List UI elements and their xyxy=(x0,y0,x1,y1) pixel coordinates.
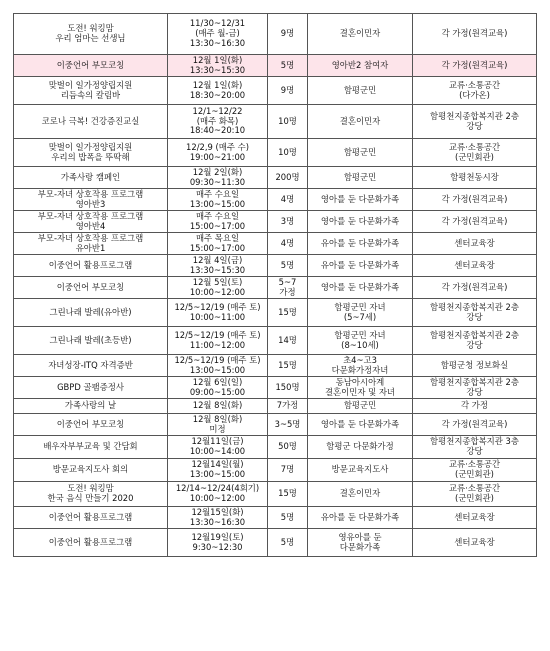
target-cell: 함평군민 자녀 (8~10세) xyxy=(308,327,413,355)
target-cell: 유아를 둔 다문화가족 xyxy=(308,507,413,529)
participants-cell: 5명 xyxy=(268,255,308,277)
table-row xyxy=(14,167,537,189)
program-cell: 부모-자녀 상호작용 프로그램 영아반4 xyxy=(14,211,168,233)
program-cell: 배우자부부교육 및 간담회 xyxy=(14,436,168,459)
program-cell: 이중언어 활용프로그램 xyxy=(14,529,168,557)
table-row xyxy=(14,399,537,414)
participants-cell: 15명 xyxy=(268,355,308,377)
schedule-cell: 12월 6일(일) 09:00~15:00 xyxy=(168,377,268,399)
place-cell: 교류·소통공간 (다가온) xyxy=(413,77,537,105)
participants-cell: 5~7 가정 xyxy=(268,277,308,299)
program-cell: 부모-자녀 상호작용 프로그램 영아반3 xyxy=(14,189,168,211)
place-cell: 각 가정(원격교육) xyxy=(413,211,537,233)
target-cell: 결혼이민자 xyxy=(308,482,413,507)
place-cell: 함평천지종합복지관 2층 강당 xyxy=(413,105,537,139)
target-cell: 방문교육지도사 xyxy=(308,459,413,482)
target-cell: 영아를 둔 다문화가족 xyxy=(308,277,413,299)
program-cell: 이중언어 부모코칭 xyxy=(14,55,168,77)
participants-cell: 5명 xyxy=(268,507,308,529)
schedule-cell: 12/5~12/19 (매주 토) 10:00~11:00 xyxy=(168,299,268,327)
target-cell: 함평군 다문화가정 xyxy=(308,436,413,459)
program-cell: 맞벌이 일가정양립지원 리듬속의 칼림바 xyxy=(14,77,168,105)
place-cell: 각 가정(원격교육) xyxy=(413,14,537,55)
place-cell: 각 가정 xyxy=(413,399,537,414)
place-cell: 함평천지종합복지관 2층 강당 xyxy=(413,377,537,399)
place-cell: 함평천동시장 xyxy=(413,167,537,189)
participants-cell: 150명 xyxy=(268,377,308,399)
program-cell: 방문교육지도사 회의 xyxy=(14,459,168,482)
program-cell: 그린나래 발레(유아반) xyxy=(14,299,168,327)
schedule-cell: 12월 4일(금) 13:30~15:30 xyxy=(168,255,268,277)
participants-cell: 9명 xyxy=(268,14,308,55)
place-cell: 센터교육장 xyxy=(413,233,537,255)
table-row xyxy=(14,414,537,436)
program-cell: 가족사랑 캠페인 xyxy=(14,167,168,189)
table-row xyxy=(14,277,537,299)
program-cell: 이중언어 부모코칭 xyxy=(14,277,168,299)
table-row xyxy=(14,105,537,139)
schedule-cell: 12/5~12/19 (매주 토) 11:00~12:00 xyxy=(168,327,268,355)
target-cell: 결혼이민자 xyxy=(308,14,413,55)
target-cell: 함평군민 xyxy=(308,77,413,105)
participants-cell: 50명 xyxy=(268,436,308,459)
target-cell: 초4~고3 다문화가정자녀 xyxy=(308,355,413,377)
table-row xyxy=(14,529,537,557)
participants-cell: 9명 xyxy=(268,77,308,105)
participants-cell: 3~5명 xyxy=(268,414,308,436)
place-cell: 각 가정(원격교육) xyxy=(413,277,537,299)
table-row xyxy=(14,233,537,255)
target-cell: 영아를 둔 다문화가족 xyxy=(308,211,413,233)
table-row xyxy=(14,327,537,355)
target-cell: 함평군민 xyxy=(308,139,413,167)
program-cell: 부모-자녀 상호작용 프로그램 유아반1 xyxy=(14,233,168,255)
place-cell: 함평천지종합복지관 3층 강당 xyxy=(413,436,537,459)
program-cell: 도전! 워킹맘 한국 음식 만들기 2020 xyxy=(14,482,168,507)
program-cell: GBPD 골팸증정사 xyxy=(14,377,168,399)
participants-cell: 14명 xyxy=(268,327,308,355)
schedule-cell: 매주 목요일 15:00~17:00 xyxy=(168,233,268,255)
schedule-cell: 12/5~12/19 (매주 토) 13:00~15:00 xyxy=(168,355,268,377)
program-cell: 자녀성장-ITQ 자격증반 xyxy=(14,355,168,377)
place-cell: 센터교육장 xyxy=(413,255,537,277)
schedule-cell: 12월 2일(화) 09:30~11:30 xyxy=(168,167,268,189)
table-row xyxy=(14,139,537,167)
participants-cell: 5명 xyxy=(268,55,308,77)
participants-cell: 10명 xyxy=(268,105,308,139)
participants-cell: 10명 xyxy=(268,139,308,167)
place-cell: 각 가정(원격교육) xyxy=(413,189,537,211)
participants-cell: 7명 xyxy=(268,459,308,482)
table-row xyxy=(14,436,537,459)
table-row xyxy=(14,299,537,327)
target-cell: 동남아시아계 결혼이민자 및 자녀 xyxy=(308,377,413,399)
schedule-cell: 12월 8일(화) 미정 xyxy=(168,414,268,436)
place-cell: 함평천지종합복지관 2층 강당 xyxy=(413,327,537,355)
target-cell: 영아를 둔 다문화가족 xyxy=(308,414,413,436)
participants-cell: 5명 xyxy=(268,529,308,557)
program-cell: 이중언어 활용프로그램 xyxy=(14,507,168,529)
target-cell: 유아를 둔 다문화가족 xyxy=(308,255,413,277)
place-cell: 센터교육장 xyxy=(413,529,537,557)
schedule-cell: 매주 수요일 13:00~15:00 xyxy=(168,189,268,211)
schedule-cell: 12월14일(월) 13:00~15:00 xyxy=(168,459,268,482)
program-cell: 이중언어 부모코칭 xyxy=(14,414,168,436)
program-cell: 그린나래 발레(초등반) xyxy=(14,327,168,355)
place-cell: 각 가정(원격교육) xyxy=(413,414,537,436)
schedule-cell: 12월 1일(화) 13:30~15:30 xyxy=(168,55,268,77)
target-cell: 영유아를 둔 다문화가족 xyxy=(308,529,413,557)
schedule-cell: 12/1~12/22 (매주 화목) 18:40~20:10 xyxy=(168,105,268,139)
table-row xyxy=(14,55,537,77)
table-row xyxy=(14,482,537,507)
program-cell: 가족사랑의 날 xyxy=(14,399,168,414)
table-row xyxy=(14,189,537,211)
program-cell: 도전! 워킹맘 우리 엄마는 선생님 xyxy=(14,14,168,55)
table-row xyxy=(14,14,537,55)
participants-cell: 15명 xyxy=(268,299,308,327)
place-cell: 교류·소통공간 (군민회관) xyxy=(413,459,537,482)
target-cell: 영아를 둔 다문화가족 xyxy=(308,189,413,211)
place-cell: 교류·소통공간 (군민회관) xyxy=(413,139,537,167)
target-cell: 영아반2 참여자 xyxy=(308,55,413,77)
target-cell: 함평군민 자녀 (5~7세) xyxy=(308,299,413,327)
participants-cell: 7가정 xyxy=(268,399,308,414)
table-row xyxy=(14,211,537,233)
table-body xyxy=(14,14,537,557)
place-cell: 함평천지종합복지관 2층 강당 xyxy=(413,299,537,327)
schedule-cell: 12월19일(토) 9:30~12:30 xyxy=(168,529,268,557)
participants-cell: 4명 xyxy=(268,233,308,255)
schedule-cell: 12월15일(화) 13:30~16:30 xyxy=(168,507,268,529)
table-row xyxy=(14,377,537,399)
place-cell: 함평군청 정보화실 xyxy=(413,355,537,377)
program-schedule-table xyxy=(13,13,537,557)
place-cell: 각 가정(원격교육) xyxy=(413,55,537,77)
target-cell: 유아를 둔 다문화가족 xyxy=(308,233,413,255)
schedule-cell: 12월 5일(토) 10:00~12:00 xyxy=(168,277,268,299)
schedule-cell: 12월 1일(화) 18:30~20:00 xyxy=(168,77,268,105)
program-cell: 맞벌이 일가정양립지원 우리의 밥폭을 뚜딱해 xyxy=(14,139,168,167)
table-row xyxy=(14,459,537,482)
schedule-cell: 12월11일(금) 10:00~14:00 xyxy=(168,436,268,459)
schedule-cell: 매주 수요일 15:00~17:00 xyxy=(168,211,268,233)
program-cell: 코로나 극복! 건강증진교실 xyxy=(14,105,168,139)
schedule-cell: 12/2,9 (매주 수) 19:00~21:00 xyxy=(168,139,268,167)
target-cell: 함평군민 xyxy=(308,167,413,189)
table-row xyxy=(14,77,537,105)
participants-cell: 3명 xyxy=(268,211,308,233)
schedule-cell: 12월 8일(화) xyxy=(168,399,268,414)
program-cell: 이중언어 활용프로그램 xyxy=(14,255,168,277)
table-row xyxy=(14,507,537,529)
target-cell: 함평군민 xyxy=(308,399,413,414)
participants-cell: 15명 xyxy=(268,482,308,507)
participants-cell: 4명 xyxy=(268,189,308,211)
table-row xyxy=(14,255,537,277)
schedule-cell: 12/14~12/24(4회기) 10:00~12:00 xyxy=(168,482,268,507)
table-row xyxy=(14,355,537,377)
place-cell: 교류·소통공간 (군민회관) xyxy=(413,482,537,507)
target-cell: 결혼이민자 xyxy=(308,105,413,139)
place-cell: 센터교육장 xyxy=(413,507,537,529)
schedule-cell: 11/30~12/31 (매주 월-금) 13:30~16:30 xyxy=(168,14,268,55)
participants-cell: 200명 xyxy=(268,167,308,189)
